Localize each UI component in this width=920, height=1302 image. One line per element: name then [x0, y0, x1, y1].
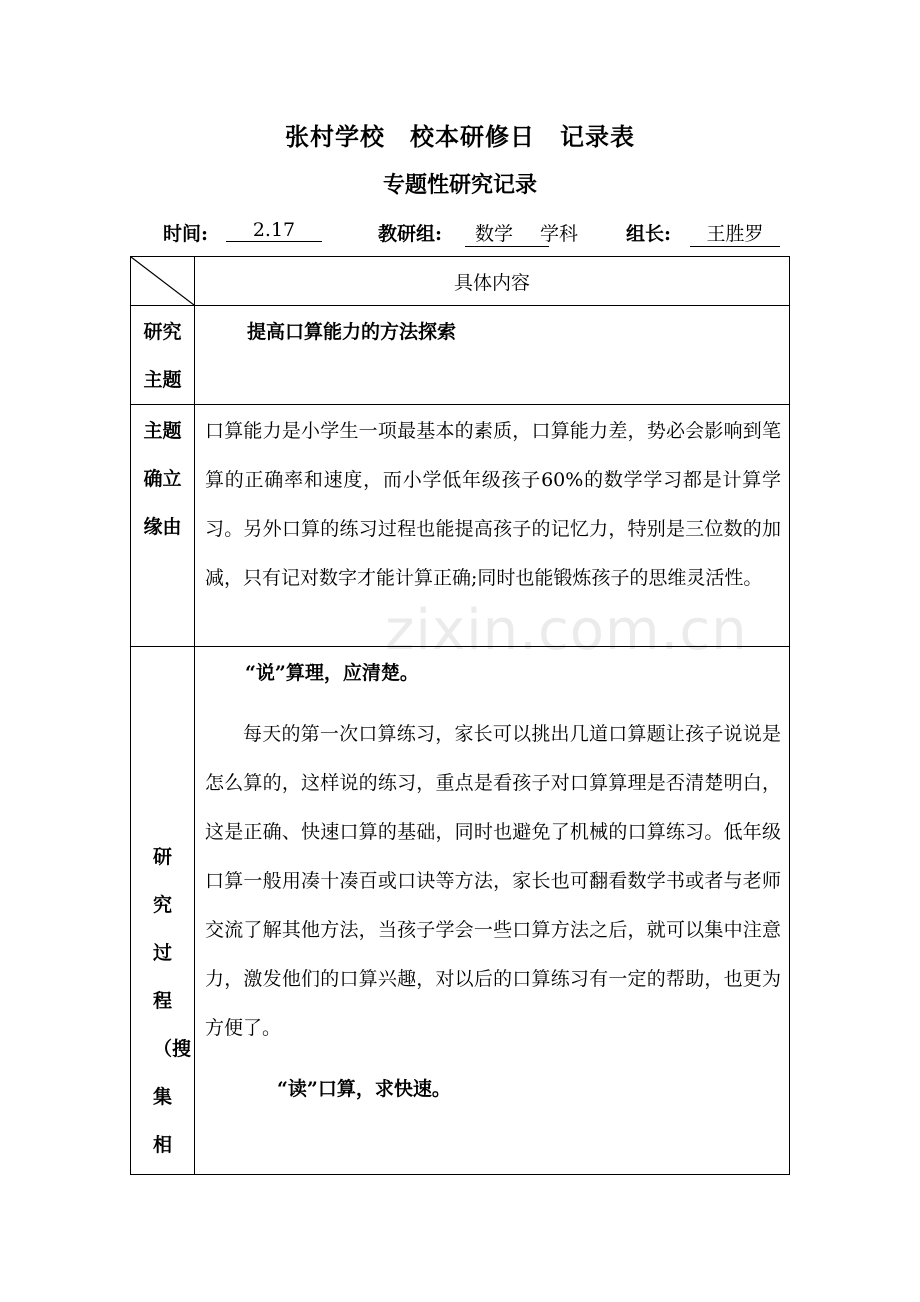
- row-label-topic: 研究主题: [131, 306, 195, 405]
- row-label-reason: 主题确立缘由: [131, 405, 195, 647]
- process-paragraph-1: 每天的第一次口算练习，家长可以挑出几道口算题让孩子说说是怎么算的，这样说的练习，重点是看孩子对口算算理是否清楚明白，这是正确、快速口算的基础，同时也避免了机械的口算练习。低年级口算一般用凑十凑百或口诀等方法，家长也可翻看数学书或者与老师交流了解其他方法，当孩子学会一些口算方法之后，就可以集中注意力，激发他们的口算兴趣，对以后的口算练习有一定的帮助，也更为方便了。: [205, 723, 781, 1039]
- time-label: 时间:: [163, 223, 209, 245]
- watermark: zixin.com.cn: [385, 598, 748, 663]
- diagonal-header-cell: [131, 257, 195, 306]
- group-value: 数学: [465, 219, 549, 247]
- leader-value: 王胜罗: [690, 219, 780, 247]
- diagonal-line: [131, 257, 194, 305]
- time-value: 2.17: [226, 219, 322, 242]
- record-table: [130, 256, 790, 1175]
- group-label: 教研组:: [378, 223, 443, 245]
- document-title: 张村学校 校本研修日 记录表: [285, 123, 635, 151]
- process-content: [195, 647, 790, 1175]
- process-subheading-1: “说”算理，应清楚。: [245, 662, 419, 684]
- leader-label: 组长:: [626, 223, 672, 245]
- group-suffix: 学科: [540, 223, 579, 245]
- content-header: 具体内容: [195, 257, 790, 306]
- row-label-process: 研究过程（搜集相: [131, 647, 195, 1175]
- process-subheading-2: “读”口算，求快速。: [277, 1078, 451, 1100]
- meta-row: [0, 219, 920, 249]
- reason-text: 口算能力是小学生一项最基本的素质，口算能力差，势必会影响到笔算的正确率和速度，而小学低年级孩子60%的数学学习都是计算学习。另外口算的练习过程也能提高孩子的记忆力，特别是三位数的加减，只有记对数字才能计算正确;同时也能锻炼孩子的思维灵活性。: [195, 405, 790, 647]
- topic-text: 提高口算能力的方法探索: [195, 306, 790, 405]
- document-subtitle: 专题性研究记录: [382, 173, 537, 198]
